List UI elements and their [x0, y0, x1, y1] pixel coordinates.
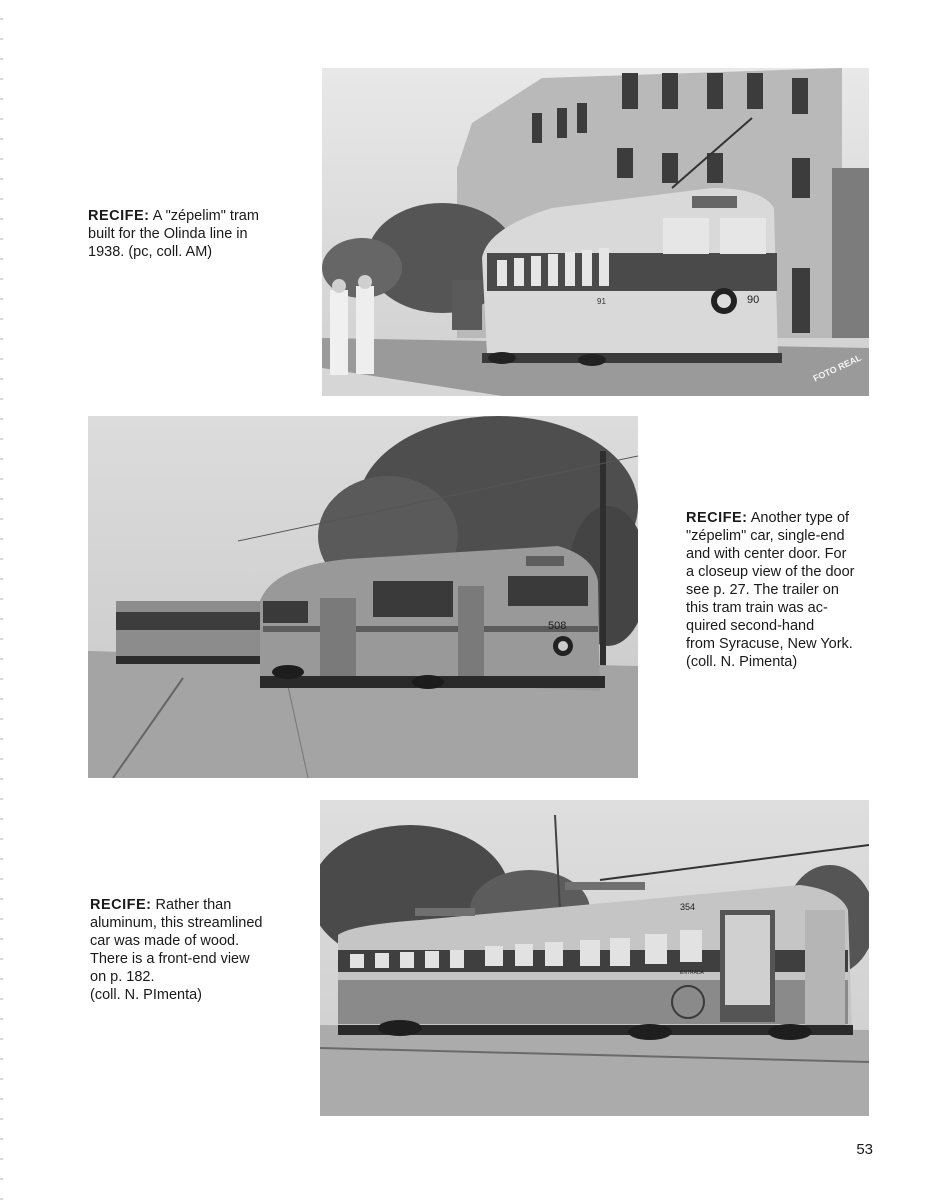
scan-edge	[0, 0, 3, 1204]
caption-line: built for the Olinda line in	[88, 226, 248, 242]
top-side-number: 91	[597, 297, 606, 306]
caption-line: Rather than	[155, 897, 232, 913]
caption-line: this tram train was ac-	[686, 600, 828, 616]
bottom-door-sign: ENTRADA	[680, 970, 704, 976]
photo-zepelim-tram-train	[88, 416, 638, 778]
caption-zepelim-olinda	[88, 207, 298, 261]
caption-line: a closeup view of the door	[686, 564, 855, 580]
caption-zepelim-center-door	[686, 509, 886, 671]
caption-line: A "zépelim" tram	[152, 208, 259, 224]
caption-line: There is a front-end view	[90, 951, 250, 967]
caption-line: "zépelim" car, single-end	[686, 528, 845, 544]
caption-line: see p. 27. The trailer on	[686, 582, 839, 598]
caption-line: (coll. N. Pimenta)	[686, 654, 798, 670]
middle-car-number: 508	[548, 620, 567, 632]
page-number: 53	[856, 1141, 873, 1158]
foto-real-stamp: FOTO REAL	[811, 352, 863, 384]
caption-line: on p. 182.	[90, 969, 155, 985]
caption-line: from Syracuse, New York.	[686, 636, 853, 652]
caption-line: aluminum, this streamlined	[90, 915, 263, 931]
caption-line: and with center door. For	[686, 546, 847, 562]
photo-streamlined-wooden-car	[320, 800, 869, 1116]
top-car-number: 90	[747, 294, 760, 306]
caption-line: quired second-hand	[686, 618, 815, 634]
caption-streamlined-wooden	[90, 896, 290, 1004]
caption-line: (coll. N. PImenta)	[90, 987, 202, 1003]
caption-line: 1938. (pc, coll. AM)	[88, 244, 213, 260]
caption-line: Another type of	[750, 510, 850, 526]
caption-place: RECIFE:	[88, 208, 150, 224]
bottom-car-number: 354	[680, 902, 696, 912]
photo-zepelim-tram-building	[322, 68, 869, 396]
caption-place: RECIFE:	[90, 897, 152, 913]
caption-place: RECIFE:	[686, 510, 748, 526]
caption-line: car was made of wood.	[90, 933, 240, 949]
